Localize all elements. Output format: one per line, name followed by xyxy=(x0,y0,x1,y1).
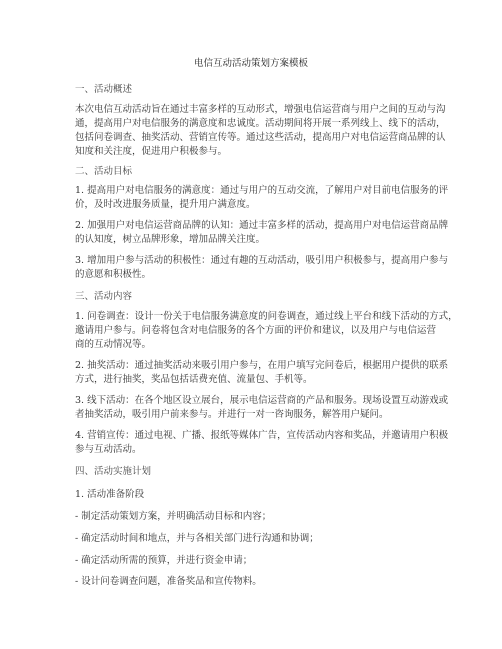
paragraph-line: 价，及时改进服务质量，提升用户满意度。 xyxy=(75,199,256,210)
document-title: 电信互动活动策划方案模板 xyxy=(193,58,308,69)
list-item: - 确定活动时间和地点，并与各相关部门进行沟通和协调； xyxy=(75,533,319,544)
paragraph-line: 包括问卷调查、抽奖活动、营销宣传等。通过这些活动，提高用户对电信运营商品牌的认 xyxy=(75,132,446,143)
paragraph-line: 的意愿和积极性。 xyxy=(75,269,152,280)
paragraph-line: 本次电信互动活动旨在通过丰富多样的互动形式，增强电信运营商与用户之间的互动与沟 xyxy=(75,104,446,115)
plan-list-item xyxy=(75,554,435,568)
section-heading-goals xyxy=(75,165,435,179)
paragraph-line: 4. 营销宣传：通过电视、广播、报纸等媒体广告，宣传活动内容和奖品，并邀请用户积极 xyxy=(75,430,449,441)
plan-subheading-preparation xyxy=(75,488,435,502)
content-item-survey xyxy=(75,310,458,352)
paragraph-line: 方式，进行抽奖，奖品包括话费充值、流量包、手机等。 xyxy=(75,374,313,385)
plan-list-item xyxy=(75,575,435,589)
list-item: - 确定活动所需的预算，并进行资金申请； xyxy=(75,555,253,566)
goal-item-2 xyxy=(75,219,449,247)
paragraph-line: 邀请用户参与。问卷将包含对电信服务的各个方面的评价和建议，以及用户与电信运营 xyxy=(75,325,437,336)
heading-text: 一、活动概述 xyxy=(75,84,133,95)
section-heading-plan xyxy=(75,465,435,479)
paragraph-line: 参与互动活动。 xyxy=(75,444,142,455)
plan-list-item xyxy=(75,510,435,524)
goal-item-1 xyxy=(75,184,449,212)
paragraph-line: 的认知度，树立品牌形象，增加品牌关注度。 xyxy=(75,234,266,245)
content-item-offline xyxy=(75,394,449,422)
paragraph-line: 通，提高用户对电信服务的满意度和忠诚度。活动期间将开展一系列线上、线下的活动， xyxy=(75,118,446,129)
paragraph-line: 1. 提高用户对电信服务的满意度：通过与用户的互动交流，了解用户对目前电信服务的评 xyxy=(75,185,449,196)
list-item: - 制定活动策划方案，并明确活动目标和内容； xyxy=(75,511,272,522)
section-heading-content xyxy=(75,290,435,304)
heading-text: 三、活动内容 xyxy=(75,291,133,302)
heading-text: 二、活动目标 xyxy=(75,166,133,177)
paragraph-line: 者抽奖活动，吸引用户前来参与。并进行一对一咨询服务，解答用户疑问。 xyxy=(75,409,389,420)
paragraph-line: 知度和关注度，促进用户积极参与。 xyxy=(75,146,228,157)
content-item-lottery xyxy=(75,359,449,387)
paragraph-line: 3. 增加用户参与活动的积极性：通过有趣的互动活动，吸引用户积极参与，提高用户参与 xyxy=(75,255,449,266)
list-item: - 设计问卷调查问题，准备奖品和宣传物料。 xyxy=(75,576,262,587)
heading-text: 四、活动实施计划 xyxy=(75,466,152,477)
paragraph-line: 商的互动情况等。 xyxy=(75,339,152,350)
paragraph-line: 2. 加强用户对电信运营商品牌的认知：通过丰富多样的活动，提高用户对电信运营商品牌 xyxy=(75,220,449,231)
paragraph-line: 1. 问卷调查：设计一份关于电信服务满意度的问卷调查，通过线上平台和线下活动的方式， xyxy=(75,311,458,322)
content-item-marketing xyxy=(75,429,449,457)
paragraph-line: 2. 抽奖活动：通过抽奖活动来吸引用户参与，在用户填写完问卷后，根据用户提供的联系 xyxy=(75,360,449,371)
paragraph-line: 3. 线下活动：在各个地区设立展台，展示电信运营商的产品和服务。现场设置互动游戏或 xyxy=(75,395,449,406)
plan-list-item xyxy=(75,532,435,546)
overview-paragraph xyxy=(75,103,446,159)
goal-item-3 xyxy=(75,254,449,282)
paragraph-line: 1. 活动准备阶段 xyxy=(75,489,145,500)
section-heading-overview xyxy=(75,83,435,97)
